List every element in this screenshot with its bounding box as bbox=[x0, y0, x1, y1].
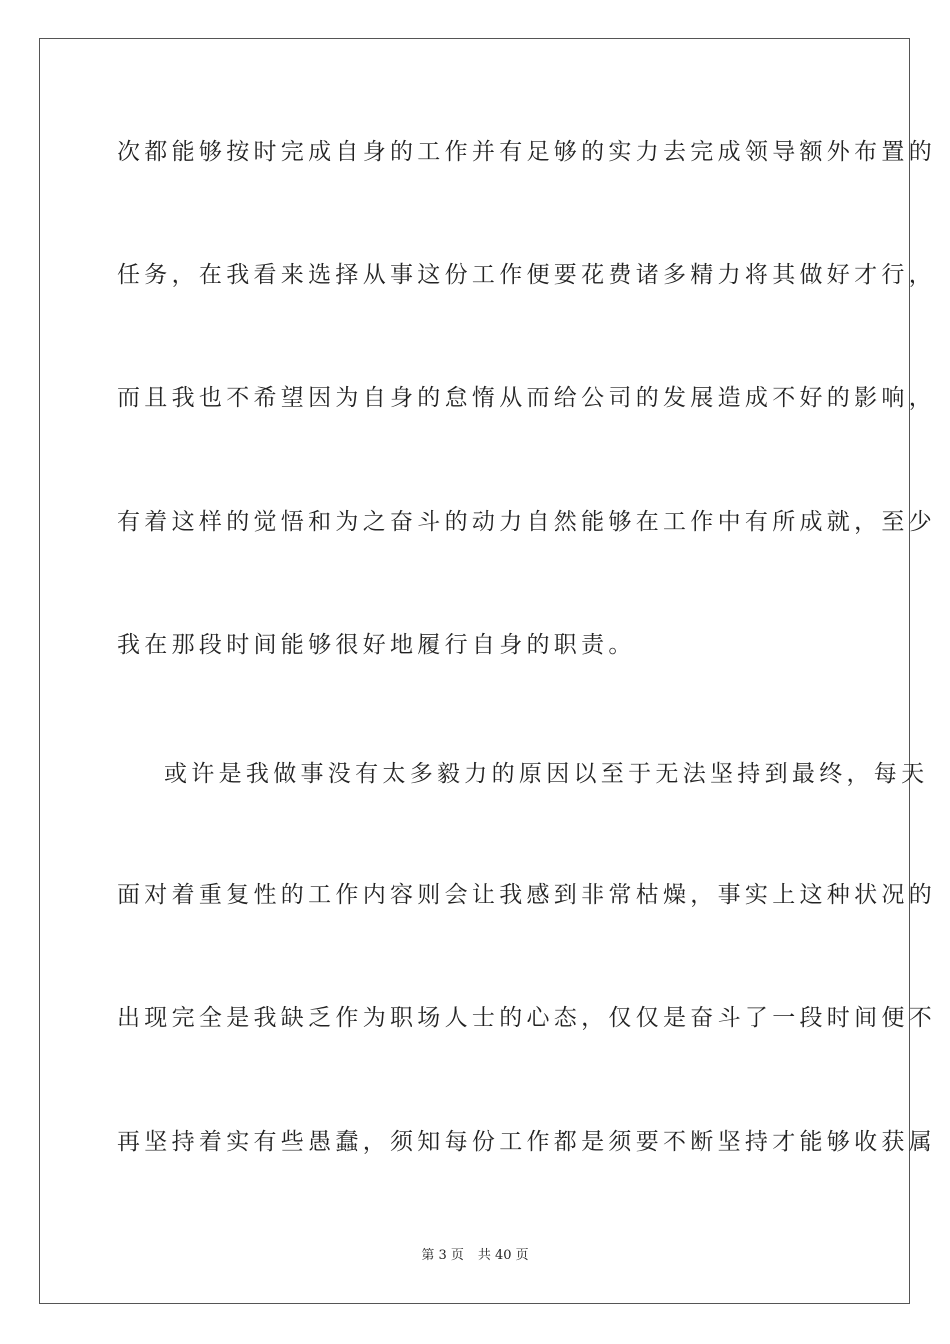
page-number: 第 3 页 bbox=[421, 1248, 464, 1263]
text-line: 再坚持着实有些愚蠢，须知每份工作都是须要不断坚持才能够收获属 bbox=[117, 1129, 936, 1155]
page-total: 共 40 页 bbox=[477, 1248, 529, 1263]
text-line: 有着这样的觉悟和为之奋斗的动力自然能够在工作中有所成就，至少 bbox=[117, 509, 936, 535]
text-line: 而且我也不希望因为自身的怠惰从而给公司的发展造成不好的影响， bbox=[117, 385, 936, 411]
text-line: 出现完全是我缺乏作为职场人士的心态，仅仅是奋斗了一段时间便不 bbox=[117, 1005, 936, 1031]
page-frame bbox=[39, 38, 936, 1304]
text-line: 我在那段时间能够很好地履行自身的职责。 bbox=[117, 632, 636, 658]
text-line: 面对着重复性的工作内容则会让我感到非常枯燥，事实上这种状况的 bbox=[117, 882, 936, 908]
text-line: 任务，在我看来选择从事这份工作便要花费诸多精力将其做好才行， bbox=[117, 262, 936, 288]
text-line: 次都能够按时完成自身的工作并有足够的实力去完成领导额外布置的 bbox=[117, 139, 936, 165]
text-line: 或许是我做事没有太多毅力的原因以至于无法坚持到最终，每天 bbox=[164, 761, 929, 787]
page-footer bbox=[0, 1247, 950, 1265]
